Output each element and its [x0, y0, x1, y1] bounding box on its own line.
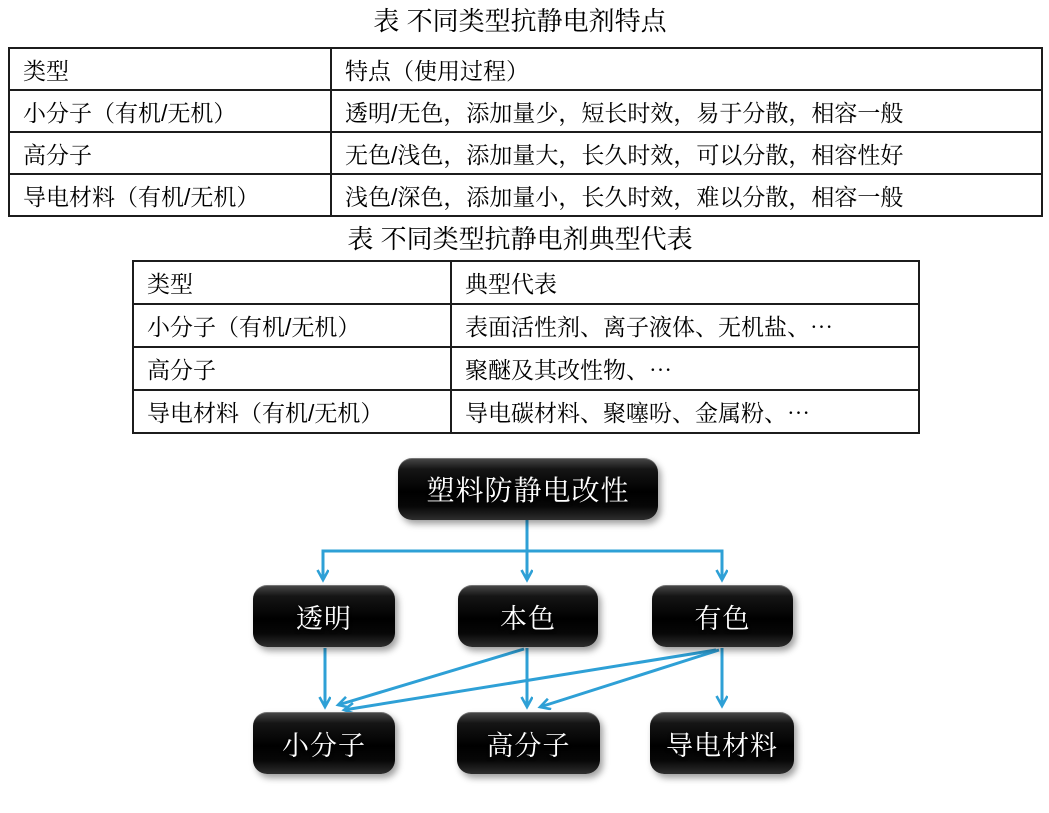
table-cell: 小分子（有机/无机）: [133, 304, 451, 347]
column-header: 类型: [9, 48, 331, 90]
table-cell: 导电材料（有机/无机）: [9, 174, 331, 216]
table-header-row: [9, 48, 1042, 90]
table-cell: 导电碳材料、聚噻吩、金属粉、⋯: [451, 390, 919, 433]
table-cell: 小分子（有机/无机）: [9, 90, 331, 132]
node-colored: 有色: [652, 585, 793, 647]
table2-title: 表 不同类型抗静电剂典型代表: [347, 224, 693, 254]
node-root: 塑料防静电改性: [398, 458, 658, 520]
table-cell: 无色/浅色，添加量大，长久时效，可以分散，相容性好: [331, 132, 1042, 174]
node-conductive-material: 导电材料: [650, 712, 794, 774]
table-header-row: [133, 261, 919, 304]
table-row: [133, 390, 919, 433]
table-row: [133, 304, 919, 347]
table-cell: 导电材料（有机/无机）: [133, 390, 451, 433]
table-cell: 聚醚及其改性物、⋯: [451, 347, 919, 390]
column-header: 特点（使用过程）: [331, 48, 1042, 90]
table1-title: 表 不同类型抗静电剂特点: [373, 6, 667, 36]
table-cell: 表面活性剂、离子液体、无机盐、⋯: [451, 304, 919, 347]
node-natural-color: 本色: [458, 585, 598, 647]
flowchart: [0, 440, 1049, 813]
table-cell: 浅色/深色，添加量小，长久时效，难以分散，相容一般: [331, 174, 1042, 216]
table-row: [9, 132, 1042, 174]
node-small-molecule: 小分子: [253, 712, 395, 774]
node-transparent: 透明: [253, 585, 395, 647]
column-header: 典型代表: [451, 261, 919, 304]
table-row: [9, 174, 1042, 216]
table-cell: 高分子: [133, 347, 451, 390]
table-cell: 高分子: [9, 132, 331, 174]
column-header: 类型: [133, 261, 451, 304]
table-row: [9, 90, 1042, 132]
table-row: [133, 347, 919, 390]
table1: [8, 47, 1043, 217]
table2: [132, 260, 920, 434]
node-polymer: 高分子: [457, 712, 600, 774]
table-cell: 透明/无色，添加量少，短长时效，易于分散，相容一般: [331, 90, 1042, 132]
